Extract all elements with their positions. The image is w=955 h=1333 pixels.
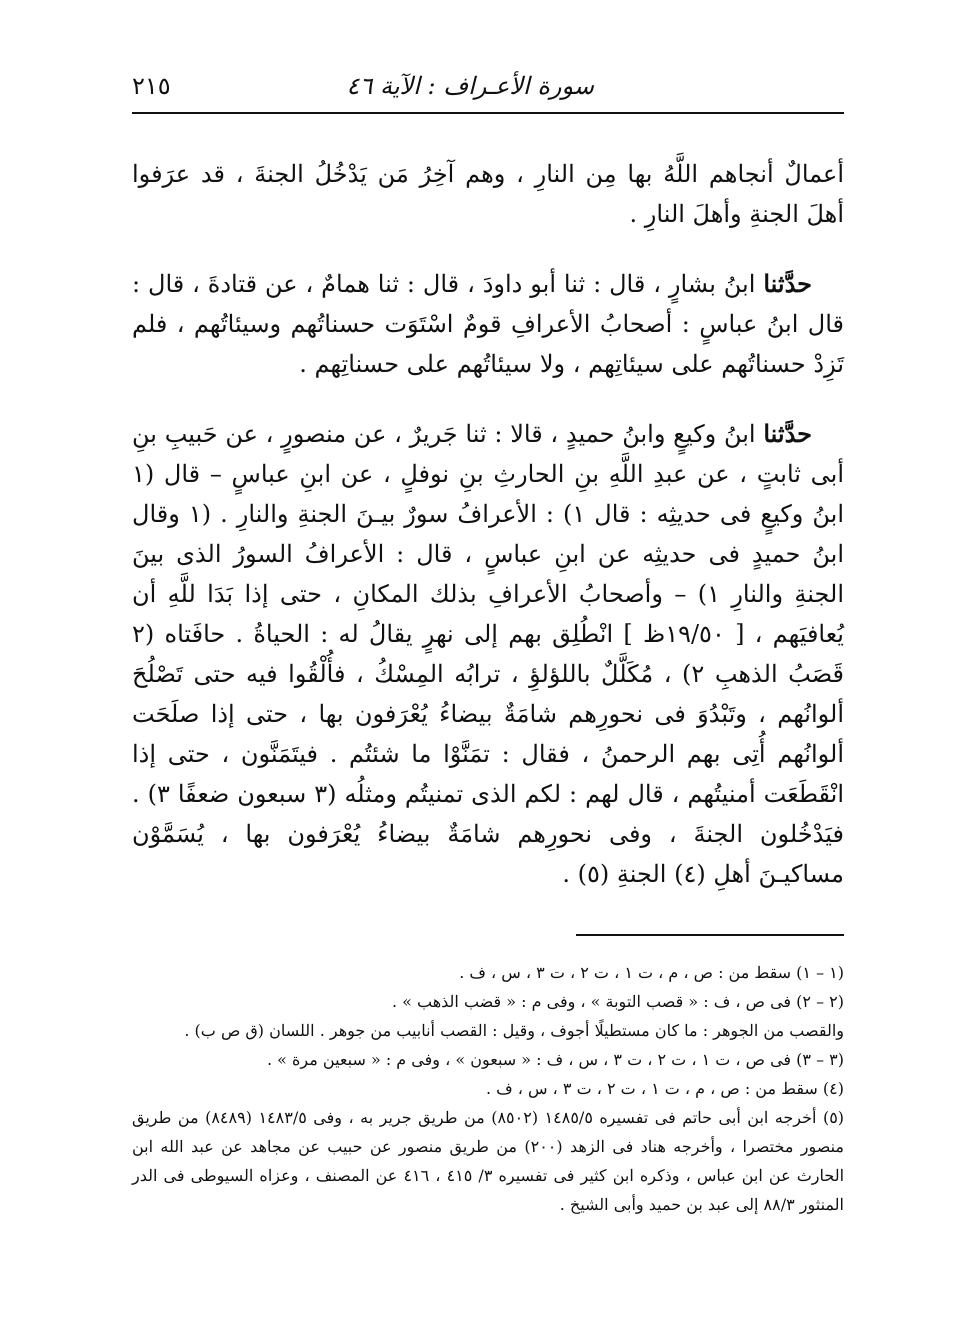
document-page <box>132 60 844 1320</box>
paragraph-2-lead: حدَّثنا <box>763 269 812 298</box>
footnote-5: (٥) أخرجه ابن أبى حاتم فى تفسيره ١٤٨٥/٥ (٨٥٠٢) من طريق جرير به ، وفى ١٤٨٣/٥ (٨٤٨٩) من طريق منصور مختصرا ، وأخرجه هناد فى الزهد (٢٠٠) من طريق منصور عن حبيب عن مجاهد عن عبد الله ابن الحارث عن ابن عباس ، وذكره ابن كثير فى تفسيره ٣/ ٤١٥ ، ٤١٦ عن المصنف ، وعزاه السيوطى فى الدر المنثور ٨٨/٣ إلى عبد بن حميد وأبى الشيخ . <box>132 1108 845 1214</box>
footnote-divider <box>576 934 844 936</box>
paragraph-1-text: أعمالٌ أنجاهم اللَّهُ بها مِن النارِ ، وهم آخِرُ مَن يَدْخُلُ الجنةَ ، قد عرَفوا أهلَ الجنةِ وأهلَ النارِ . <box>132 160 844 228</box>
paragraph-3-lead: حدَّثنا <box>763 419 812 448</box>
footnote-3: (٣ – ٣) فى ص ، ت ١ ، ت ٢ ، ت ٣ ، س ، ف : « سبعون » ، وفى م : « سبعين مرة » . <box>266 1050 844 1069</box>
footnote-2: (٢ – ٢) فى ص ، ف : « قصب التوبة » ، وفى م : « قضب الذهب » . <box>391 992 844 1011</box>
footnote-4: (٤) سقط من : ص ، م ، ت ١ ، ت ٢ ، ت ٣ ، س ، ف . <box>485 1079 844 1098</box>
paragraph-2-text: ابنُ بشارٍ ، قال : ثنا أبو داودَ ، قال : ثنا همامٌ ، عن قتادةَ ، قال : قال ابنُ عباسٍ : أصحابُ الأعرافِ قومٌ اسْتَوَت حسناتُهم وسيئاتُهم ، فلم تَزِدْ حسناتُهم على سيئاتِهم ، ولا سيئاتُهم على حسناتِهم . <box>132 270 844 378</box>
page-number: ٢١٥ <box>132 72 171 100</box>
footnote-1: (١ – ١) سقط من : ص ، م ، ت ١ ، ت ٢ ، ت ٣ ، س ، ف . <box>459 963 844 982</box>
running-header <box>132 60 844 114</box>
running-title: سورة الأعـراف : الآية ٤٦ <box>346 72 594 100</box>
footnote-2-gloss: والقصب من الجوهر : ما كان مستطيلًا أجوف ، وقيل : القصب أنابيب من جوهر . اللسان (ق ص ب) . <box>184 1021 844 1040</box>
paragraph-2 <box>132 264 844 384</box>
footnotes <box>132 958 844 1219</box>
paragraph-3 <box>132 414 844 894</box>
body-text <box>132 154 844 894</box>
paragraph-1 <box>132 154 844 234</box>
paragraph-3-text: ابنُ وكيعٍ وابنُ حميدٍ ، قالا : ثنا جَريرٌ ، عن منصورٍ ، عن حَبيبِ بنِ أبى ثابتٍ ، عن عبدِ اللَّهِ بنِ الحارثِ بنِ نوفلٍ ، عن ابنِ عباسٍ – قال (١ ابنُ وكيعٍ فى حديثِه : قال ١) : الأعرافُ سورٌ بيـنَ الجنةِ والنارِ . (١ وقال ابنُ حميدٍ فى حديثِه عن ابنِ عباسٍ ، قال : الأعرافُ السورُ الذى بينَ الجنةِ والنارِ ١) – وأصحابُ الأعرافِ بذلك المكانِ ، حتى إذا بَدَا للَّهِ أن يُعافيَهم ، [ ١٩/٥٠ظ ] انْطُلِق بهم إلى نهرٍ يقالُ له : الحياةُ . حافَتاه (٢ قَصَبُ الذهبِ ٢) ، مُكَلَّلٌ باللؤلؤِ ، ترابُه المِسْكُ ، فأُلْقُوا فيه حتى تَصْلُحَ ألوانُهم ، وتَبْدُوَ فى نحورِهم شامَةٌ بيضاءُ يُعْرَفون بها ، حتى إذا صلَحَت ألوانُهم أُتِى بهم الرحمنُ ، فقال : تمَنَّوْا ما شئتُم . فيتَمَنَّون ، حتى إذا انْقَطَعَت أمنيتُهم ، قال لهم : لكم الذى تمنيتُم ومثلُه (٣ سبعون ضعفًا ٣) . فيَدْخُلون الجنةَ ، وفى نحورِهم شامَةٌ بيضاءُ يُعْرَفون بها ، يُسَمَّوْن مساكيـنَ أهلِ (٤) الجنةِ (٥) . <box>132 420 845 888</box>
